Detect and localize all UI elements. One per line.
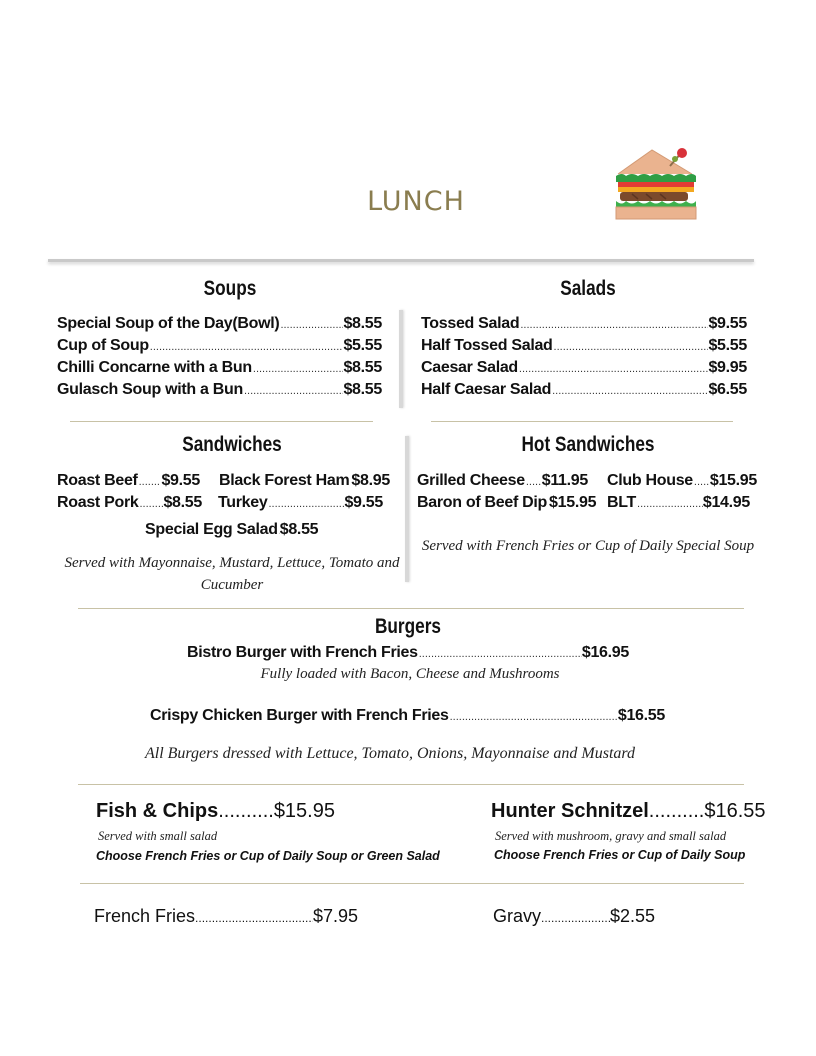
menu-item: Caesar Salad ..... $9.95	[421, 359, 747, 381]
menu-item: Gulasch Soup with a Bun ..... $8.55	[57, 381, 382, 403]
section-divider	[80, 883, 744, 884]
section-divider	[78, 784, 744, 785]
burgers-heading: Burgers	[374, 615, 442, 638]
sandwiches-note: Served with Mayonnaise, Mustard, Lettuce, Tomato and Cucumber	[64, 555, 400, 593]
section-divider	[431, 421, 733, 422]
column-divider	[405, 436, 409, 582]
menu-item: Cup of Soup ..... $5.55	[57, 337, 382, 359]
menu-item: Tossed Salad ..... $9.55	[421, 315, 747, 337]
hot-sandwiches-heading: Hot Sandwiches	[521, 433, 655, 456]
schnitzel-note: Served with mushroom, gravy and small salad	[495, 829, 727, 843]
menu-item: Roast Pork ..... $8.55	[57, 494, 202, 512]
menu-item: Baron of Beef Dip ..... $15.95	[417, 494, 590, 512]
side-item: Gravy ..... $2.55	[493, 906, 655, 927]
menu-item: Club House ..... $15.95	[607, 472, 757, 490]
salads-list	[421, 315, 747, 403]
menu-item: Grilled Cheese ..... $11.95	[417, 472, 588, 490]
sandwiches-heading: Sandwiches	[182, 433, 282, 456]
menu-item: Bistro Burger with French Fries ..... $16.95	[187, 644, 629, 662]
menu-item: BLT ..... $14.95	[607, 494, 750, 512]
menu-item: Turkey ..... $9.55	[218, 494, 383, 512]
menu-item: Roast Beef ..... $9.55	[57, 472, 200, 490]
salads-heading: Salads	[560, 277, 616, 300]
menu-item: Special Soup of the Day(Bowl) ..... $8.55	[57, 315, 382, 337]
column-divider	[399, 310, 403, 408]
header-divider	[48, 259, 754, 262]
section-divider	[70, 421, 373, 422]
fish-choice: Choose French Fries or Cup of Daily Soup or Green Salad	[96, 849, 440, 863]
schnitzel-choice: Choose French Fries or Cup of Daily Soup	[494, 848, 746, 862]
section-divider	[78, 608, 744, 609]
soups-list	[57, 315, 382, 403]
soups-heading: Soups	[203, 277, 257, 300]
page-title: LUNCH	[367, 186, 465, 217]
menu-item: Half Caesar Salad ..... $6.55	[421, 381, 747, 403]
hot-sandwiches-note: Served with French Fries or Cup of Daily Special Soup	[421, 538, 755, 554]
menu-item: Special Egg Salad ..... $8.55	[145, 521, 315, 539]
fish-note: Served with small salad	[98, 829, 218, 843]
menu-item: Crispy Chicken Burger with French Fries ..... $16.55	[150, 707, 665, 725]
sandwich-icon	[612, 146, 702, 230]
hunter-schnitzel-item: Hunter Schnitzel .......... $16.55	[491, 800, 766, 822]
side-item: French Fries ..... $7.95	[94, 906, 358, 927]
menu-item: Black Forest Ham ..... $8.95	[219, 472, 387, 490]
fish-and-chips-item: Fish & Chips .......... $15.95	[96, 800, 335, 822]
menu-item: Half Tossed Salad ..... $5.55	[421, 337, 747, 359]
bistro-burger-note: Fully loaded with Bacon, Cheese and Mushrooms	[260, 666, 560, 682]
menu-item: Chilli Concarne with a Bun ..... $8.55	[57, 359, 382, 381]
burgers-note: All Burgers dressed with Lettuce, Tomato, Onions, Mayonnaise and Mustard	[144, 745, 636, 762]
